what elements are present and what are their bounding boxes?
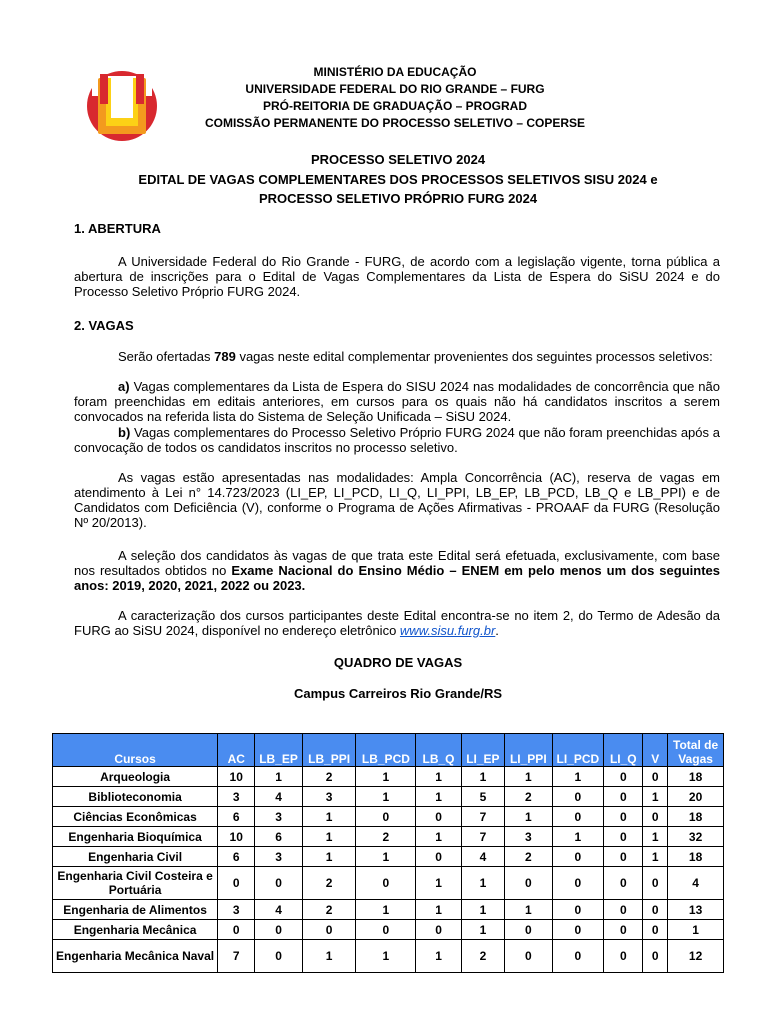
header-university: UNIVERSIDADE FEDERAL DO RIO GRANDE – FURG: [245, 82, 545, 96]
header-li-q: LI_Q: [604, 734, 643, 767]
vagas-count-cell: 7: [218, 940, 255, 973]
vagas-count-cell: 0: [604, 827, 643, 847]
table-row: [53, 847, 724, 867]
vagas-count-cell: 0: [604, 920, 643, 940]
course-name-cell: Ciências Econômicas: [53, 807, 218, 827]
modalidades-paragraph: As vagas estão apresentadas nas modalidades: Ampla Concorrência (AC), reserva de vagas em atendimento à Lei n° 14.723/2023 (LI_EP, LI_PCD, LI_Q, LI_PPI, LB_EP, LB_PCD, LB_Q e LB_PPI) e de Candidatos com Deficiência (V), conforme o Programa de Ações Afirmativas - PROAAF da FURG (Resolução Nº 20/2013).: [74, 470, 720, 530]
vagas-count-cell: 0: [604, 807, 643, 827]
vagas-count-cell: 0: [416, 847, 461, 867]
course-name-cell: Engenharia de Alimentos: [53, 900, 218, 920]
vagas-count-cell: 0: [643, 767, 668, 787]
vagas-count-cell: 0: [552, 867, 604, 900]
vagas-count-cell: 0: [552, 807, 604, 827]
vagas-count-cell: 0: [552, 920, 604, 940]
vagas-count-cell: 18: [668, 807, 724, 827]
header-lb-ppi: LB_PPI: [302, 734, 356, 767]
vagas-count-cell: 12: [668, 940, 724, 973]
vagas-count-cell: 0: [416, 807, 461, 827]
table-row: [53, 787, 724, 807]
course-name-cell: Biblioteconomia: [53, 787, 218, 807]
header-lb-pcd: LB_PCD: [356, 734, 416, 767]
vagas-count-cell: 1: [356, 767, 416, 787]
vagas-count-cell: 0: [356, 807, 416, 827]
vagas-count-cell: 1: [416, 940, 461, 973]
vagas-count-cell: 10: [218, 827, 255, 847]
course-name-cell: Engenharia Mecânica: [53, 920, 218, 940]
vagas-count-cell: 1: [356, 787, 416, 807]
course-name-cell: Engenharia Civil Costeira e Portuária: [53, 867, 218, 900]
vagas-count-cell: 4: [668, 867, 724, 900]
vagas-count-cell: 13: [668, 900, 724, 920]
table-row: [53, 807, 724, 827]
vagas-count-cell: 1: [461, 867, 504, 900]
vagas-count-cell: 0: [255, 940, 302, 973]
vagas-count-cell: 1: [302, 847, 356, 867]
vagas-count-cell: 1: [255, 767, 302, 787]
vagas-count-cell: 3: [302, 787, 356, 807]
vagas-count-cell: 20: [668, 787, 724, 807]
vagas-count-cell: 0: [604, 940, 643, 973]
vagas-count-cell: 0: [218, 867, 255, 900]
vagas-count-cell: 1: [505, 900, 552, 920]
vagas-count-cell: 2: [302, 867, 356, 900]
vagas-count-cell: 0: [356, 867, 416, 900]
vagas-count-cell: 1: [505, 807, 552, 827]
section-heading-abertura: 1. ABERTURA: [74, 221, 161, 236]
abertura-paragraph: A Universidade Federal do Rio Grande - FURG, de acordo com a legislação vigente, torna pública a abertura de inscrições para o Edital de Vagas Complementares da Lista de Espera do SiSU 2024 e do Processo Seletivo Próprio FURG 2024.: [74, 254, 720, 299]
vagas-count-cell: 0: [505, 920, 552, 940]
vagas-count-cell: 0: [604, 900, 643, 920]
header-cursos: Cursos: [53, 734, 218, 767]
vagas-count-cell: 10: [218, 767, 255, 787]
vagas-count-cell: 1: [461, 767, 504, 787]
vagas-count-cell: 0: [255, 920, 302, 940]
total-vagas-number: 789: [214, 349, 236, 364]
furg-logo: [86, 70, 158, 142]
table-row: [53, 900, 724, 920]
vagas-intro-paragraph: Serão ofertadas 789 vagas neste edital complementar provenientes dos seguintes processos seletivos:: [118, 349, 713, 364]
vagas-count-cell: 0: [604, 847, 643, 867]
vagas-count-cell: 4: [255, 900, 302, 920]
vagas-count-cell: 18: [668, 767, 724, 787]
vagas-count-cell: 5: [461, 787, 504, 807]
vagas-count-cell: 1: [416, 767, 461, 787]
vagas-count-cell: 0: [643, 920, 668, 940]
header-ministry: MINISTÉRIO DA EDUCAÇÃO: [313, 65, 477, 79]
item-b-paragraph: b) Vagas complementares do Processo Seletivo Próprio FURG 2024 que não foram preenchidas após a convocação de todos os candidatos inscritos no processo seletivo.: [74, 425, 720, 455]
vagas-count-cell: 0: [505, 940, 552, 973]
vagas-count-cell: 0: [505, 867, 552, 900]
vagas-count-cell: 0: [552, 900, 604, 920]
vagas-count-cell: 1: [356, 900, 416, 920]
vagas-count-cell: 1: [302, 807, 356, 827]
vagas-count-cell: 1: [643, 827, 668, 847]
vagas-count-cell: 1: [552, 827, 604, 847]
vagas-count-cell: 1: [643, 787, 668, 807]
vagas-count-cell: 1: [643, 847, 668, 867]
vagas-count-cell: 32: [668, 827, 724, 847]
table-header-row: [53, 734, 724, 767]
vagas-count-cell: 1: [416, 900, 461, 920]
vagas-count-cell: 1: [552, 767, 604, 787]
vagas-count-cell: 0: [416, 920, 461, 940]
vagas-count-cell: 1: [302, 940, 356, 973]
header-v: V: [643, 734, 668, 767]
vagas-count-cell: 1: [668, 920, 724, 940]
header-coperse: COMISSÃO PERMANENTE DO PROCESSO SELETIVO – COPERSE: [204, 116, 586, 130]
course-name-cell: Arqueologia: [53, 767, 218, 787]
table-row: [53, 940, 724, 973]
vagas-count-cell: 0: [552, 847, 604, 867]
vagas-count-cell: 3: [505, 827, 552, 847]
vagas-count-cell: 1: [416, 787, 461, 807]
vagas-count-cell: 0: [643, 867, 668, 900]
course-name-cell: Engenharia Civil: [53, 847, 218, 867]
vagas-count-cell: 3: [218, 787, 255, 807]
vagas-count-cell: 7: [461, 807, 504, 827]
vagas-count-cell: 0: [552, 940, 604, 973]
vagas-count-cell: 4: [255, 787, 302, 807]
vagas-count-cell: 18: [668, 847, 724, 867]
vagas-count-cell: 2: [302, 767, 356, 787]
table-row: [53, 867, 724, 900]
title-edital: EDITAL DE VAGAS COMPLEMENTARES DOS PROCESSOS SELETIVOS SISU 2024 e: [138, 172, 658, 187]
header-li-ep: LI_EP: [461, 734, 504, 767]
vagas-count-cell: 0: [552, 787, 604, 807]
caracterizacao-paragraph: A caracterização dos cursos participantes deste Edital encontra-se no item 2, do Termo de Adesão da FURG ao SiSU 2024, disponível no endereço eletrônico www.sisu.furg.br.: [74, 608, 720, 638]
header-total: Total de Vagas: [668, 734, 724, 767]
vagas-count-cell: 1: [461, 900, 504, 920]
quadro-title: QUADRO DE VAGAS: [333, 655, 463, 670]
vagas-count-cell: 6: [255, 827, 302, 847]
header-prograd: PRÓ-REITORIA DE GRADUAÇÃO – PROGRAD: [262, 99, 528, 113]
table-row: [53, 827, 724, 847]
vagas-count-cell: 0: [218, 920, 255, 940]
vagas-table: [52, 733, 724, 973]
title-proprio: PROCESSO SELETIVO PRÓPRIO FURG 2024: [258, 191, 538, 206]
vagas-count-cell: 0: [302, 920, 356, 940]
vagas-count-cell: 0: [604, 767, 643, 787]
vagas-count-cell: 0: [643, 940, 668, 973]
vagas-count-cell: 3: [255, 847, 302, 867]
vagas-count-cell: 0: [604, 787, 643, 807]
vagas-count-cell: 0: [356, 920, 416, 940]
header-lb-q: LB_Q: [416, 734, 461, 767]
vagas-count-cell: 2: [461, 940, 504, 973]
vagas-count-cell: 1: [416, 867, 461, 900]
vagas-count-cell: 0: [604, 867, 643, 900]
course-name-cell: Engenharia Bioquímica: [53, 827, 218, 847]
vagas-count-cell: 1: [416, 827, 461, 847]
header-li-pcd: LI_PCD: [552, 734, 604, 767]
vagas-count-cell: 0: [643, 900, 668, 920]
item-a-paragraph: a) Vagas complementares da Lista de Espera do SISU 2024 nas modalidades de concorrência que não foram preenchidas em editais anteriores, em cursos para os quais não há candidatos inscritos a serem convocados na referida lista do Sistema de Seleção Unificada – SiSU 2024.: [74, 379, 720, 424]
vagas-count-cell: 4: [461, 847, 504, 867]
sisu-link[interactable]: www.sisu.furg.br: [399, 623, 496, 638]
selecao-paragraph: A seleção dos candidatos às vagas de que trata este Edital será efetuada, exclusivamente, com base nos resultados obtidos no Exame Nacional do Ensino Médio – ENEM em pelo menos um dos seguintes anos: 2019, 2020, 2021, 2022 ou 2023.: [74, 548, 720, 593]
course-name-cell: Engenharia Mecânica Naval: [53, 940, 218, 973]
table-body: [53, 767, 724, 973]
vagas-count-cell: 2: [356, 827, 416, 847]
vagas-count-cell: 0: [255, 867, 302, 900]
vagas-count-cell: 2: [302, 900, 356, 920]
vagas-count-cell: 1: [505, 767, 552, 787]
vagas-count-cell: 2: [505, 787, 552, 807]
vagas-count-cell: 1: [461, 920, 504, 940]
title-processo: PROCESSO SELETIVO 2024: [310, 152, 486, 167]
table-row: [53, 920, 724, 940]
vagas-count-cell: 3: [218, 900, 255, 920]
header-ac: AC: [218, 734, 255, 767]
header-li-ppi: LI_PPI: [505, 734, 552, 767]
vagas-count-cell: 2: [505, 847, 552, 867]
section-heading-vagas: 2. VAGAS: [74, 318, 134, 333]
campus-title: Campus Carreiros Rio Grande/RS: [293, 686, 503, 701]
vagas-count-cell: 0: [643, 807, 668, 827]
vagas-count-cell: 1: [356, 847, 416, 867]
vagas-count-cell: 1: [302, 827, 356, 847]
vagas-count-cell: 7: [461, 827, 504, 847]
vagas-count-cell: 1: [356, 940, 416, 973]
table-row: [53, 767, 724, 787]
vagas-count-cell: 6: [218, 807, 255, 827]
vagas-count-cell: 6: [218, 847, 255, 867]
header-lb-ep: LB_EP: [255, 734, 302, 767]
vagas-count-cell: 3: [255, 807, 302, 827]
